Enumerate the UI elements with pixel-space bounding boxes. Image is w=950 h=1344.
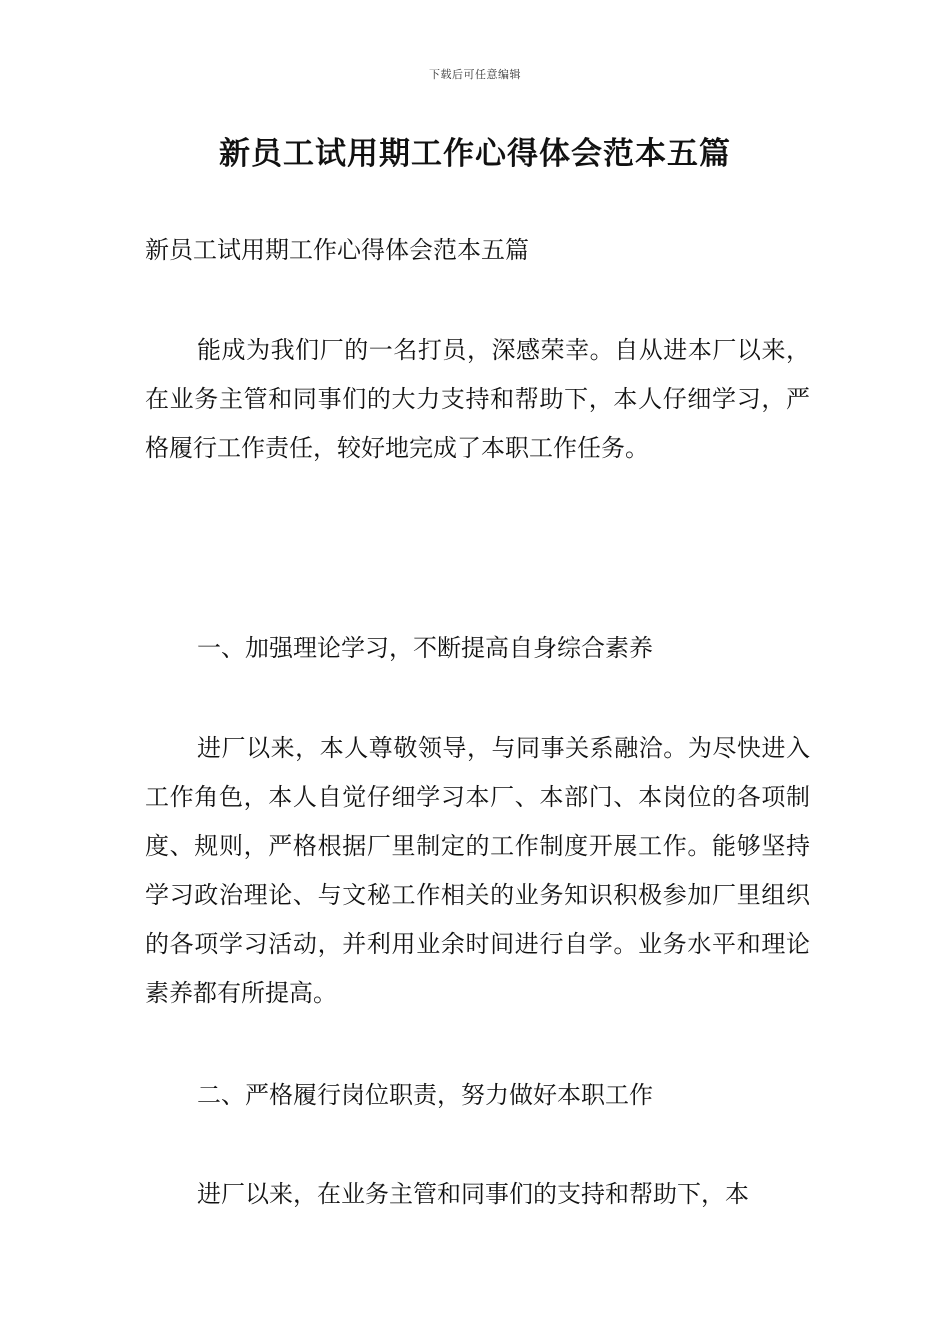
section-2-heading: 二、严格履行岗位职责，努力做好本职工作	[197, 1081, 653, 1109]
section-1-paragraph: 进厂以来，本人尊敬领导，与同事关系融洽。为尽快进入工作角色，本人自觉仔细学习本厂、本部门、本岗位的各项制度、规则，严格根据厂里制定的工作制度开展工作。能够坚持学习政治理论、与文秘工作相关的业务知识积极参加厂里组织的各项学习活动，并利用业余时间进行自学。业务水平和理论素养都有所提高。	[145, 734, 810, 1007]
header-note: 下载后可任意编辑	[429, 68, 521, 81]
document-subtitle: 新员工试用期工作心得体会范本五篇	[145, 236, 529, 264]
section-2-paragraph: 进厂以来，在业务主管和同事们的支持和帮助下，本	[197, 1180, 749, 1208]
intro-paragraph: 能成为我们厂的一名打员，深感荣幸。自从进本厂以来，在业务主管和同事们的大力支持和帮助下，本人仔细学习，严格履行工作责任，较好地完成了本职工作任务。	[145, 336, 810, 462]
document-title: 新员工试用期工作心得体会范本五篇	[219, 136, 731, 172]
section-1-heading: 一、加强理论学习，不断提高自身综合素养	[197, 634, 653, 662]
